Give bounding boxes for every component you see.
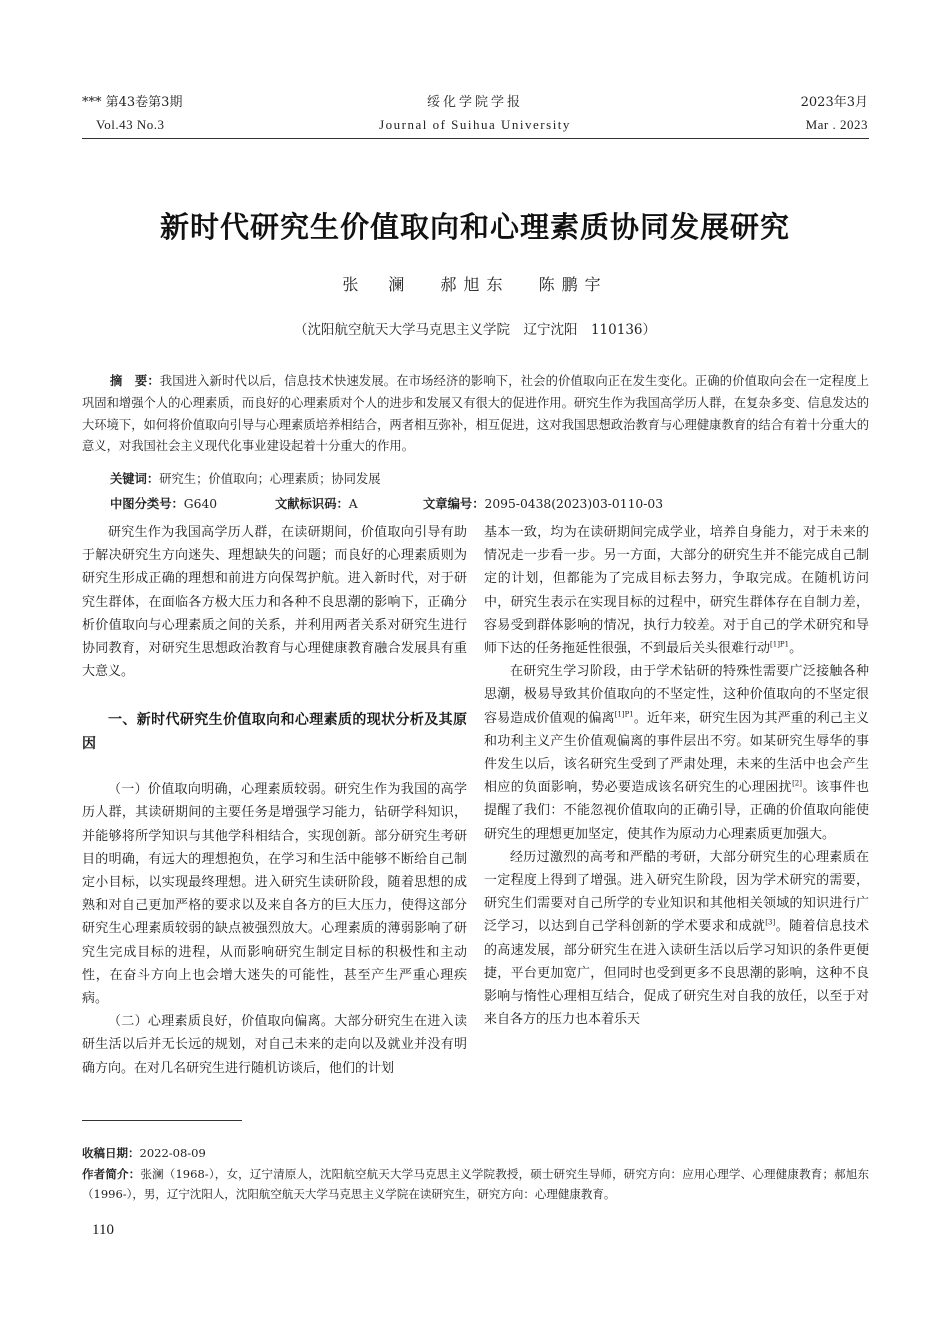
article-title: 新时代研究生价值取向和心理素质协同发展研究 xyxy=(159,210,790,244)
paragraph-text: 基本一致，均为在读研期间完成学业，培养自身能力，对于未来的情况走一步看一步。另一方面，大部分的研究生并不能完成自己制定的计划，但都能为了完成目标去努力，争取完成。在随机访问中，研究生表示在实现目标的过程中，研究生群体存在自制力差，容易受到群体影响的情况，执行力较差。对于自己的学术研究和导师下达的任务拖延性很强，不到最后关头很难行动 xyxy=(484,525,869,657)
body-paragraph xyxy=(484,846,869,1032)
paragraph-text: 。 xyxy=(789,641,803,657)
article-number-value: 2095-0438(2023)03-0110-03 xyxy=(484,497,664,511)
author-name: 陈鹏宇 xyxy=(538,275,608,294)
header-date-en: Mar . 2023 xyxy=(805,117,868,132)
header-journal-cn: 绥化学院学报 xyxy=(426,95,523,110)
body-paragraph: （一）价值取向明确，心理素质较弱。研究生作为我国的高学历人群，其读研期间的主要任务是增强学习能力，钻研学科知识，并能够将所学知识与其他学科相结合，实现创新。部分研究生考研目的明确，有远大的理想抱负，在学习和生活中能够不断给自己制定小目标，以实现最终理想。进入研究生读研阶段，随着思想的成熟和对自己更加严格的要求以及来自各方的巨大压力，使得这部分研究生心理素质较弱的缺点被强烈放大。心理素质的薄弱影响了研究生完成目标的进程，从而影响研究生制定目标的积极性和主动性，在奋斗方向上也会增大迷失的可能性，甚至产生严重心理疾病。 xyxy=(82,782,467,1007)
classification-line xyxy=(110,494,850,512)
received-label: 收稿日期： xyxy=(82,1146,140,1160)
page-number: 110 xyxy=(92,1222,114,1238)
clc-value: G640 xyxy=(183,497,218,511)
author-bio xyxy=(82,1164,869,1204)
author-name: 张 澜 xyxy=(342,275,412,294)
author-bio-label: 作者简介： xyxy=(82,1167,141,1181)
citation-ref: [1]P1 xyxy=(614,710,634,719)
body-column-left xyxy=(82,521,467,1080)
abstract-label: 摘 要： xyxy=(110,374,160,388)
received-value: 2022-08-09 xyxy=(139,1146,206,1160)
doc-code-field xyxy=(275,494,423,512)
body-column-right xyxy=(484,521,869,1031)
footnote-rule xyxy=(82,1120,242,1121)
paragraph-text: 。近年来，研究生因为其严重的利己主义和功利主义产生价值观偏离的事件层出不穷。如某研究生辱华的事件发生以后，该名研究生受到了严肃处理，未来的生活中也会产生相应的负面影响，势必要造成该名研究生的心理困扰 xyxy=(484,710,869,796)
header-volume-en: Vol.43 No.3 xyxy=(96,117,165,132)
body-paragraph: 研究生作为我国高学历人群，在读研期间，价值取向引导有助于解决研究生方向迷失、理想缺失的问题；而良好的心理素质则为研究生形成正确的理想和前进方向保驾护航。进入新时代，对于研究生群体，在面临各方极大压力和各种不良思潮的影响下，正确分析价值取向与心理素质之间的关系，并利用两者关系对研究生进行协同教育，对研究生思想政治教育与心理健康教育融合发展具有重大意义。 xyxy=(82,525,467,680)
affiliation: （沈阳航空航天大学马克思主义学院 辽宁沈阳 110136） xyxy=(293,322,657,338)
citation-ref: [3] xyxy=(765,919,776,928)
body-paragraph: （二）心理素质良好，价值取向偏离。大部分研究生在进入读研生活以后并无长远的规划，对自己未来的走向以及就业并没有明确方向。在对几名研究生进行随机访谈后，他们的计划 xyxy=(82,1014,467,1076)
citation-ref: [2] xyxy=(792,779,802,788)
header-rule xyxy=(82,138,869,139)
paragraph-text: 。该事件也提醒了我们：不能忽视价值取向的正确引导，正确的价值取向能使研究生的理想更加坚定，使其作为原动力心理素质更加强大。 xyxy=(484,780,869,842)
received-date xyxy=(82,1143,869,1163)
author-bio-text: 张澜（1968-），女，辽宁清原人，沈阳航空航天大学马克思主义学院教授，硕士研究生导师，研究方向：应用心理学、心理健康教育；郝旭东（1996-），男，辽宁沈阳人，沈阳航空航天大学马克思主义学院在读研究生，研究方向：心理健康教育。 xyxy=(82,1167,869,1201)
paragraph-text: 经历过激烈的高考和严酷的考研，大部分研究生的心理素质在一定程度上得到了增强。进入研究生阶段，因为学术研究的需要，研究生们需要对自己所学的专业知识和其他相关领域的知识进行广泛学习，以达到自己学科创新的学术要求和成就 xyxy=(484,849,869,935)
header-journal-en: Journal of Suihua University xyxy=(379,117,571,132)
body-paragraph xyxy=(484,660,869,846)
header-volume-cn: *** 第43卷第3期 xyxy=(82,95,183,110)
author-name: 郝旭东 xyxy=(440,275,510,294)
clc-label: 中图分类号： xyxy=(110,497,184,511)
body-paragraph xyxy=(484,521,869,660)
doc-code-label: 文献标识码： xyxy=(275,497,349,511)
header-date-cn: 2023年3月 xyxy=(800,95,868,110)
article-number-label: 文章编号： xyxy=(423,497,485,511)
section-heading: 一、新时代研究生价值取向和心理素质的现状分析及其原因 xyxy=(82,712,467,752)
keywords xyxy=(110,469,381,487)
keywords-label: 关键词： xyxy=(110,472,160,486)
abstract xyxy=(82,371,869,458)
abstract-text: 我国进入新时代以后，信息技术快速发展。在市场经济的影响下，社会的价值取向正在发生变化。正确的价值取向会在一定程度上巩固和增强个人的心理素质，而良好的心理素质对个人的进步和发展又有很大的促进作用。研究生作为我国高学历人群，在复杂多变、信息发达的大环境下，如何将价值取向引导与心理素质培养相结合，两者相互弥补，相互促进，这对我国思想政治教育与心理健康教育的结合有着十分重大的意义，对我国社会主义现代化事业建设起着十分重大的作用。 xyxy=(82,374,870,454)
doc-code-value: A xyxy=(348,497,358,511)
paragraph-text: 。随着信息技术的高速发展，部分研究生在进入读研生活以后学习知识的条件更便捷，平台更加宽广，但同时也受到更多不良思潮的影响，这种不良影响与惰性心理相互结合，促成了研究生对自我的放任，以至于对来自各方的压力也本着乐天 xyxy=(484,919,869,1028)
clc-field xyxy=(110,494,275,512)
article-number-field xyxy=(423,494,663,512)
paragraph-text: 在研究生学习阶段，由于学术钻研的特殊性需要广泛接触各种思潮，极易导致其价值取向的不坚定性，这种价值取向的不坚定很容易造成价值观的偏离 xyxy=(484,664,869,726)
keywords-text: 研究生；价值取向；心理素质；协同发展 xyxy=(159,472,381,486)
author-list xyxy=(0,272,950,295)
citation-ref: [1]P1 xyxy=(770,640,790,649)
